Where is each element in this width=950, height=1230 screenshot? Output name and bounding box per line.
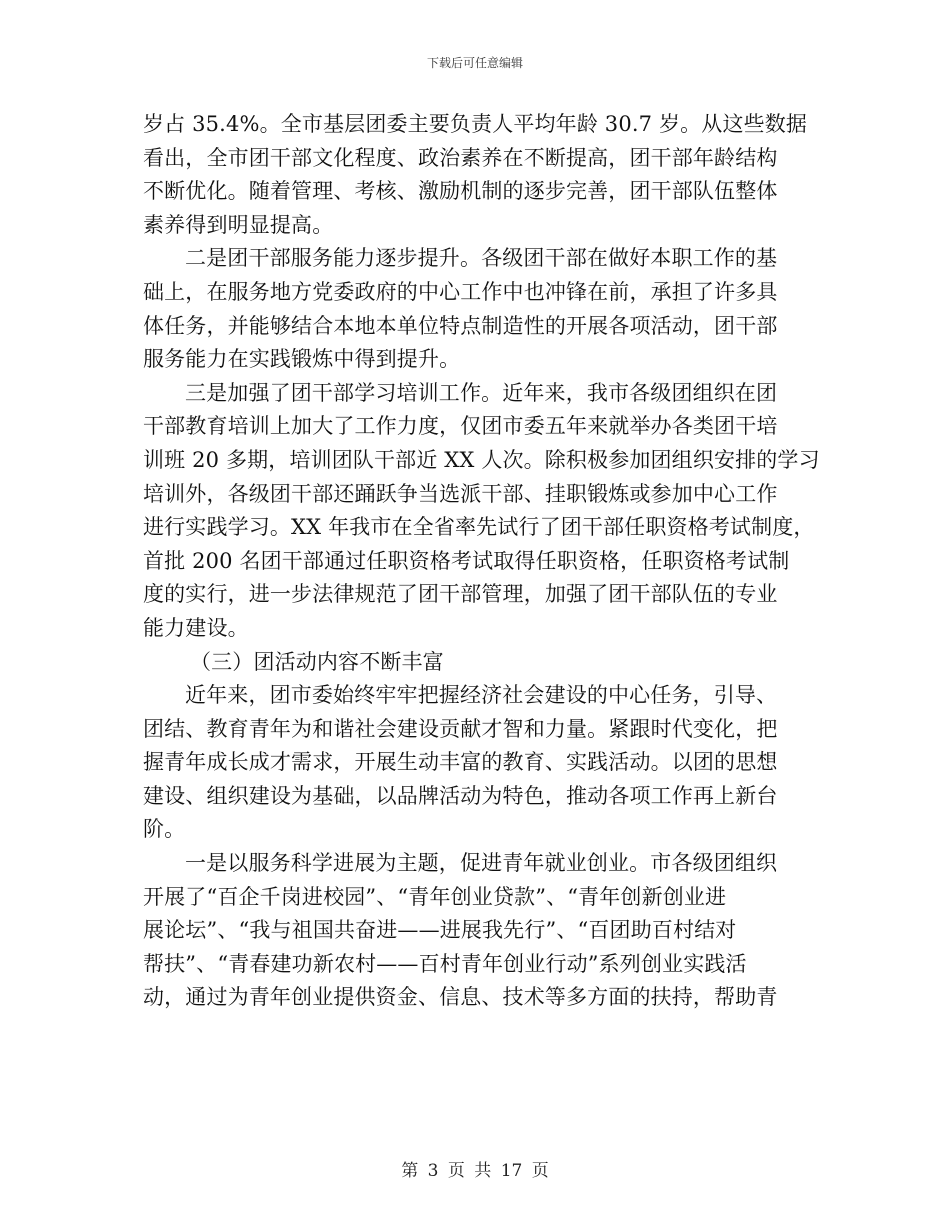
text-line: 展论坛”、“我与祖国共奋进——进展我先行”、“百团助百村结对 [143,918,737,943]
text-line: 三是加强了团干部学习培训工作。近年来，我市各级团组织在团 [185,380,778,405]
text-line: 度的实行，进一步法律规范了团干部管理，加强了团干部队伍的专业 [143,582,778,607]
text-line: 建设、组织建设为基础，以品牌活动为特色，推动各项工作再上新台 [143,783,778,808]
text-line: 动，通过为青年创业提供资金、信息、技术等多方面的扶持，帮助青 [143,985,778,1010]
text-line: 培训外，各级团干部还踊跃争当选派干部、挂职锻炼或参加中心工作 [143,481,778,506]
text-line: 干部教育培训上加大了工作力度，仅团市委五年来就举办各类团干培 [143,414,778,439]
text-line: 能力建设。 [143,615,249,640]
page-footer: 第 3 页 共 17 页 [401,1161,549,1181]
section-heading: （三）团活动内容不断丰富 [190,649,444,674]
text-line: 握青年成长成才需求，开展生动丰富的教育、实践活动。以团的思想 [143,750,778,775]
text-line: 服务能力在实践锻炼中得到提升。 [143,347,461,372]
text-line: 一是以服务科学进展为主题，促进青年就业创业。市各级团组织 [185,851,778,876]
text-line: 不断优化。随着管理、考核、激励机制的逐步完善，团干部队伍整体 [143,179,778,204]
text-line: 二是团干部服务能力逐步提升。各级团干部在做好本职工作的基 [185,246,778,271]
text-line: 岁占 35.4%。全市基层团委主要负责人平均年龄 30.7 岁。从这些数据 [143,112,808,136]
text-line: 团结、教育青年为和谐社会建设贡献才智和力量。紧跟时代变化，把 [143,716,778,741]
text-line: 训班 20 多期，培训团队干部近 XX 人次。除积极参加团组织安排的学习 [143,447,820,472]
page-header: 下载后可任意编辑 [426,56,523,70]
document-body [143,108,820,1015]
text-line: 素养得到明显提高。 [143,212,334,237]
text-line: 进行实践学习。XX 年我市在全省率先试行了团干部任职资格考试制度， [143,515,815,540]
text-line: 首批 200 名团干部通过任职资格考试取得任职资格，任职资格考试制 [143,548,790,573]
text-line: 近年来，团市委始终牢牢把握经济社会建设的中心任务，引导、 [185,683,778,708]
text-line: 阶。 [143,817,186,842]
text-line: 帮扶”、“青春建功新农村——百村青年创业行动”系列创业实践活 [143,951,747,976]
text-line: 开展了“百企千岗进校园”、“青年创业贷款”、“青年创新创业进 [143,884,727,909]
text-line: 础上，在服务地方党委政府的中心工作中也冲锋在前，承担了许多具 [143,279,778,304]
text-line: 体任务，并能够结合本地本单位特点制造性的开展各项活动，团干部 [143,313,778,338]
text-line: 看出，全市团干部文化程度、政治素养在不断提高，团干部年龄结构 [143,145,778,170]
